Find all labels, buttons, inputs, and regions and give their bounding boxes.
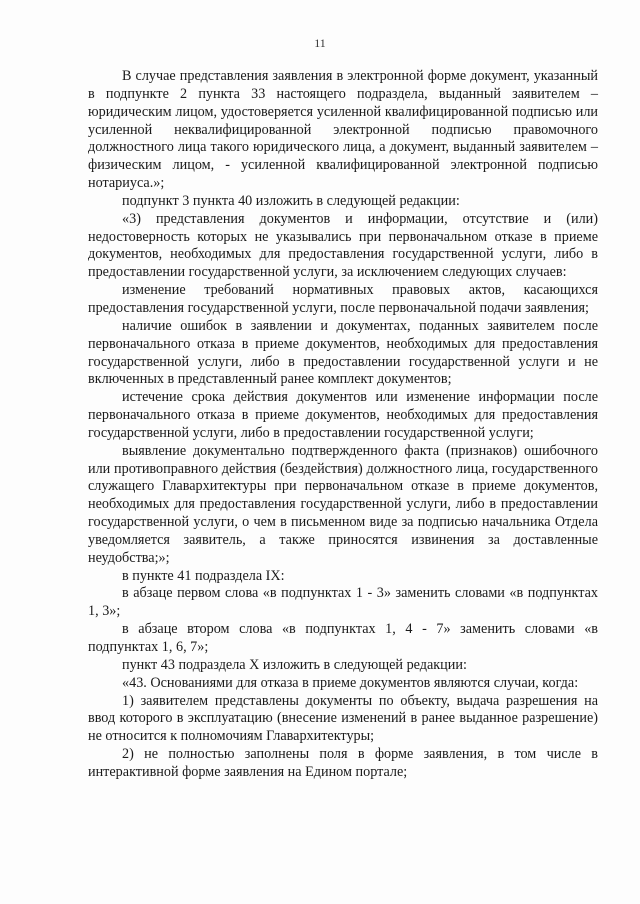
paragraph-refusal-grounds: «43. Основаниями для отказа в приеме документов являются случаи, когда: (122, 674, 579, 691)
paragraph-second-subparagraph: в абзаце втором слова «в подпунктах 1, 4 - 7» заменить словами «в подпунктах 1, 6, 7»; (88, 621, 598, 655)
paragraph-item-43: пункт 43 подраздела X изложить в следующей редакции: (122, 656, 467, 673)
paragraph-ground-2: 2) не полностью заполнены поля в форме заявления, в том числе в интерактивной форме заявления на Едином портале; (88, 746, 598, 780)
paragraph-item-3-documents: «3) представления документов и информации, отсутствие и (или) недостоверность которых не указывались при первоначальном отказе в приеме документов, необходимых для предоставления государственной услуги, либо в предоставлении государственной услуги, за исключением следующих случаев: (88, 210, 598, 281)
paragraph-item-41: в пункте 41 подраздела IX: (122, 567, 285, 584)
paragraph-erroneous-action: выявление документально подтвержденного факта (признаков) ошибочного или противоправного действия (бездействия) должностного лица, государственного служащего Главархитектуры при первоначальном отказе в приеме документов, необходимых для предоставления государственной услуги, либо в предоставлении государственной услуги, о чем в письменном виде за подписью начальника Отдела уведомляется заявитель, а также приносятся извинения за доставленные неудобства;»; (88, 442, 598, 566)
document-body (88, 68, 598, 782)
paragraph-electronic-form: В случае представления заявления в электронной форме документ, указанный в подпункте 2 пункта 33 настоящего подраздела, выданный заявителем – юридическим лицом, удостоверяется усиленной квалифицированной подписью или усиленной неквалифицированной электронной подписью правомочного должностного лица такого юридического лица, а документ, выданный заявителем – физическим лицом, - усиленной квалифицированной электронной подписью нотариуса.»; (88, 68, 598, 192)
paragraph-ground-1: 1) заявителем представлены документы по объекту, выдача разрешения на ввод которого в эксплуатацию (внесение изменений в ранее выданное разрешение) не относится к полномочиям Главархитектуры; (88, 692, 598, 745)
paragraph-requirements-change: изменение требований нормативных правовых актов, касающихся предоставления государственной услуги, после первоначальной подачи заявления; (88, 282, 598, 316)
paragraph-subpoint-3-item-40: подпункт 3 пункта 40 изложить в следующей редакции: (122, 192, 460, 209)
paragraph-errors-in-application: наличие ошибок в заявлении и документах, поданных заявителем после первоначального отказа в приеме документов, необходимых для предоставления государственной услуги, либо в предоставлении государственной услуги и не включенных в представленный ранее комплект документов; (88, 317, 598, 388)
paragraph-first-subparagraph: в абзаце первом слова «в подпунктах 1 - 3» заменить словами «в подпунктах 1, 3»; (88, 585, 598, 620)
page-number: 11 (314, 36, 326, 50)
paragraph-document-expiry: истечение срока действия документов или изменение информации после первоначального отказа в приеме документов, необходимых для предоставления государственной услуги, либо в предоставлении государственной услуги; (88, 389, 598, 441)
